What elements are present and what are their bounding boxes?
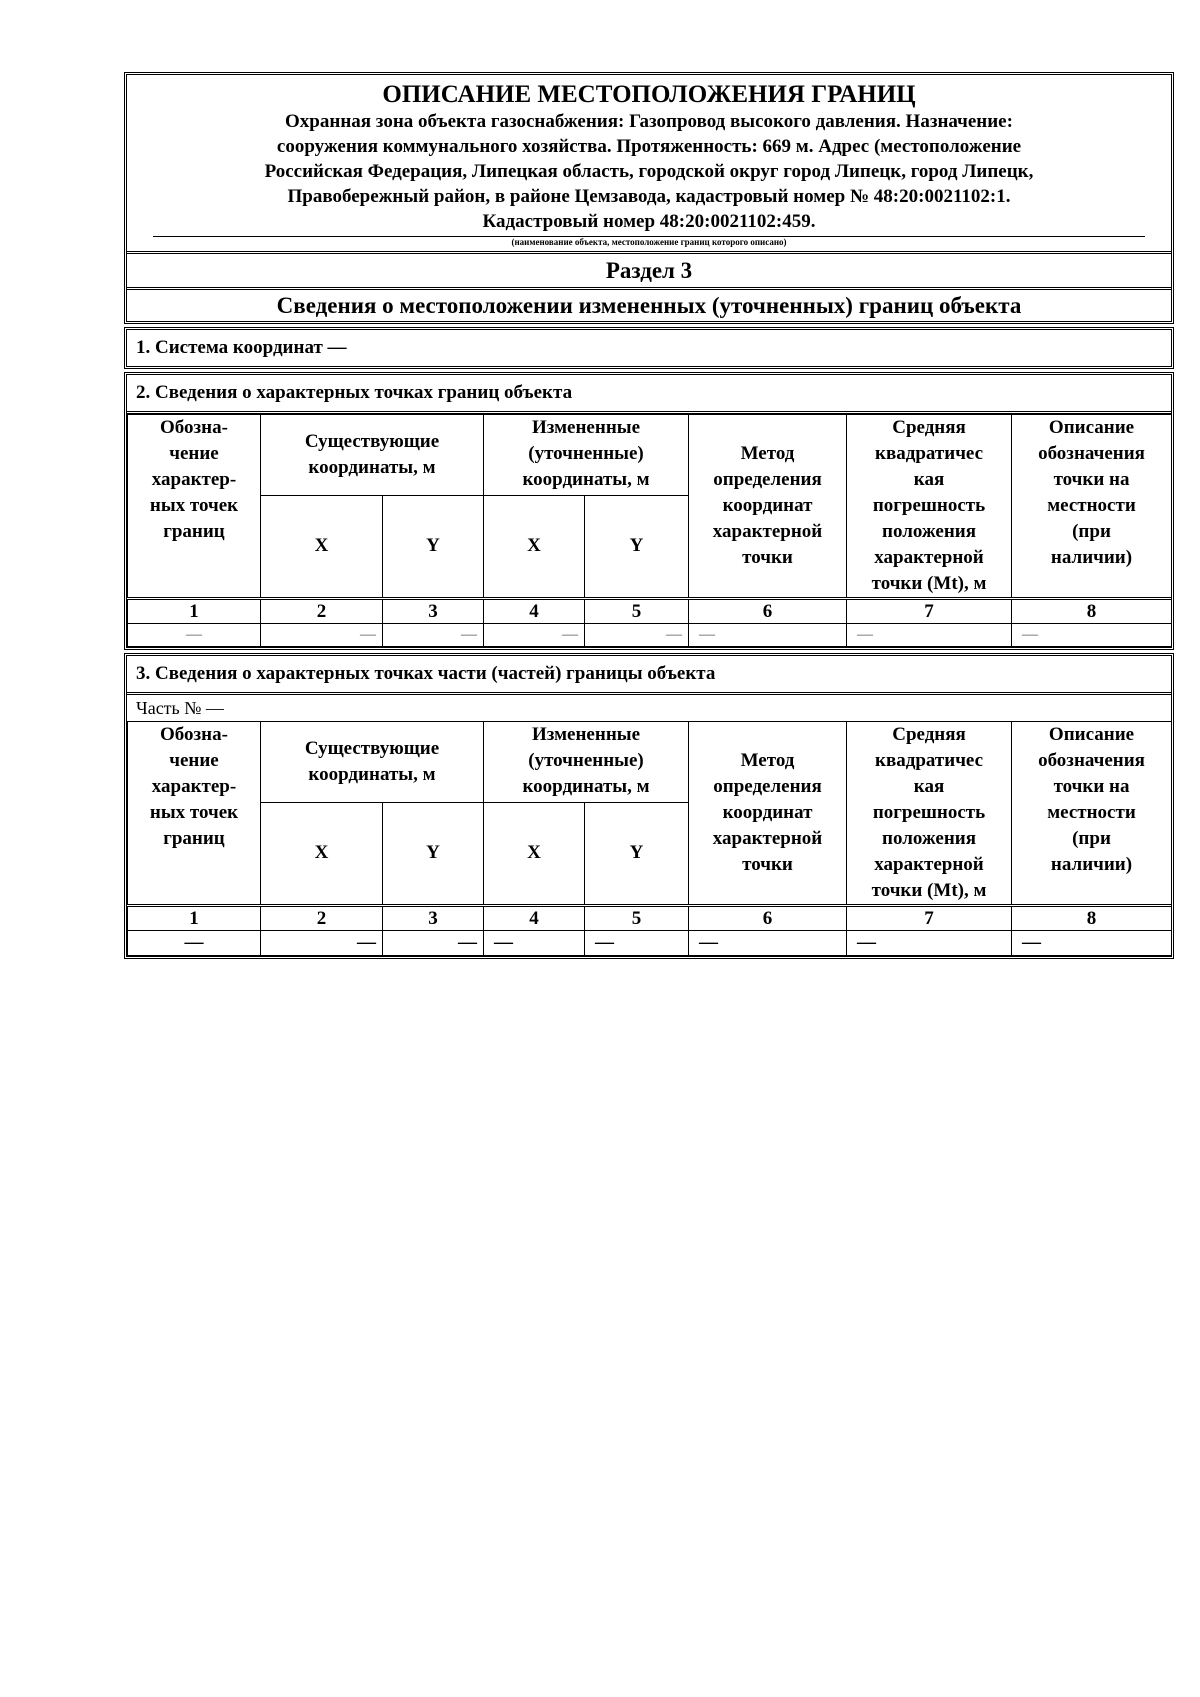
col-x-changed: X xyxy=(484,495,585,598)
points-title: 2. Сведения о характерных точках границ объекта xyxy=(136,382,573,403)
subtitle-line-5: Кадастровый номер 48:20:0021102:459. xyxy=(482,211,816,232)
col-method-header: Метод определения координат характерной точки xyxy=(689,415,847,599)
cell-value: — xyxy=(585,624,689,647)
points-table xyxy=(127,414,1172,647)
parts-table xyxy=(127,721,1172,956)
cell-value: — xyxy=(261,624,383,647)
cell-value: — xyxy=(689,624,847,647)
title-block xyxy=(124,72,1174,324)
part-label: Часть № — xyxy=(136,698,224,718)
col-number: 2 xyxy=(261,599,383,624)
section-title: Сведения о местоположении измененных (уточненных) границ объекта xyxy=(127,287,1171,321)
col-number: 5 xyxy=(585,906,689,931)
col-existing-header: Существующие координаты, м xyxy=(261,415,484,496)
cell-value: — xyxy=(1012,931,1172,956)
cell-value: — xyxy=(128,931,261,956)
col-error-header: Средняя квадратичес кая погрешность положения характерной точки (Mt), м xyxy=(847,722,1012,906)
col-x-existing: X xyxy=(261,495,383,598)
cell-value: — xyxy=(261,931,383,956)
col-number: 7 xyxy=(847,599,1012,624)
col-number: 1 xyxy=(128,906,261,931)
coord-system: 1. Система координат — xyxy=(136,337,347,358)
header-caption: (наименование объекта, местоположение границ которого описано) xyxy=(511,237,787,247)
cell-value: — xyxy=(847,624,1012,647)
coord-system-row xyxy=(124,327,1174,369)
col-method-header: Метод определения координат характерной точки xyxy=(689,722,847,906)
parts-block xyxy=(124,653,1174,959)
doc-title: ОПИСАНИЕ МЕСТОПОЛОЖЕНИЯ ГРАНИЦ xyxy=(382,81,916,108)
column-numbers-row xyxy=(128,906,1172,931)
column-numbers-row xyxy=(128,599,1172,624)
header xyxy=(127,75,1171,251)
col-number: 1 xyxy=(128,599,261,624)
col-y-changed: Y xyxy=(585,495,689,598)
subtitle-line-1: Охранная зона объекта газоснабжения: Газопровод высокого давления. Назначение: xyxy=(285,111,1013,132)
points-block xyxy=(124,372,1174,650)
subtitle-line-4: Правобережный район, в районе Цемзавода, кадастровый номер № 48:20:0021102:1. xyxy=(287,186,1011,207)
table-row xyxy=(128,624,1172,647)
col-number: 3 xyxy=(383,599,484,624)
col-number: 4 xyxy=(484,906,585,931)
col-desc-header: Описание обозначения точки на местности (при наличии) xyxy=(1012,415,1172,599)
cell-value: — xyxy=(383,931,484,956)
cell-value: — xyxy=(689,931,847,956)
col-x-existing: X xyxy=(261,802,383,905)
cell-value: — xyxy=(585,931,689,956)
col-error-header: Средняя квадратичес кая погрешность положения характерной точки (Mt), м xyxy=(847,415,1012,599)
cell-value: — xyxy=(484,931,585,956)
col-x-changed: X xyxy=(484,802,585,905)
col-number: 8 xyxy=(1012,599,1172,624)
col-changed-header: Измененные (уточненные) координаты, м xyxy=(484,415,689,496)
col-y-existing: Y xyxy=(383,802,484,905)
col-designation-header: Обозна- чение характер- ных точек границ xyxy=(128,415,261,599)
col-number: 8 xyxy=(1012,906,1172,931)
col-y-existing: Y xyxy=(383,495,484,598)
col-number: 6 xyxy=(689,599,847,624)
cell-value: — xyxy=(847,931,1012,956)
parts-title: 3. Сведения о характерных точках части (частей) границы объекта xyxy=(136,663,716,684)
subtitle-line-3: Российская Федерация, Липецкая область, городской округ город Липецк, город Липецк, xyxy=(264,161,1034,182)
col-number: 5 xyxy=(585,599,689,624)
col-existing-header: Существующие координаты, м xyxy=(261,722,484,803)
col-designation-header: Обозна- чение характер- ных точек границ xyxy=(128,722,261,906)
cell-value: — xyxy=(484,624,585,647)
cell-value: — xyxy=(128,624,261,647)
document xyxy=(124,72,1174,959)
col-number: 7 xyxy=(847,906,1012,931)
table-row xyxy=(128,931,1172,956)
subtitle-line-2: сооружения коммунального хозяйства. Протяженность: 669 м. Адрес (местоположение xyxy=(276,136,1022,157)
col-y-changed: Y xyxy=(585,802,689,905)
col-number: 2 xyxy=(261,906,383,931)
col-number: 6 xyxy=(689,906,847,931)
col-changed-header: Измененные (уточненные) координаты, м xyxy=(484,722,689,803)
col-number: 3 xyxy=(383,906,484,931)
cell-value: — xyxy=(383,624,484,647)
col-desc-header: Описание обозначения точки на местности (при наличии) xyxy=(1012,722,1172,906)
section-number: Раздел 3 xyxy=(127,251,1171,287)
cell-value: — xyxy=(1012,624,1172,647)
col-number: 4 xyxy=(484,599,585,624)
